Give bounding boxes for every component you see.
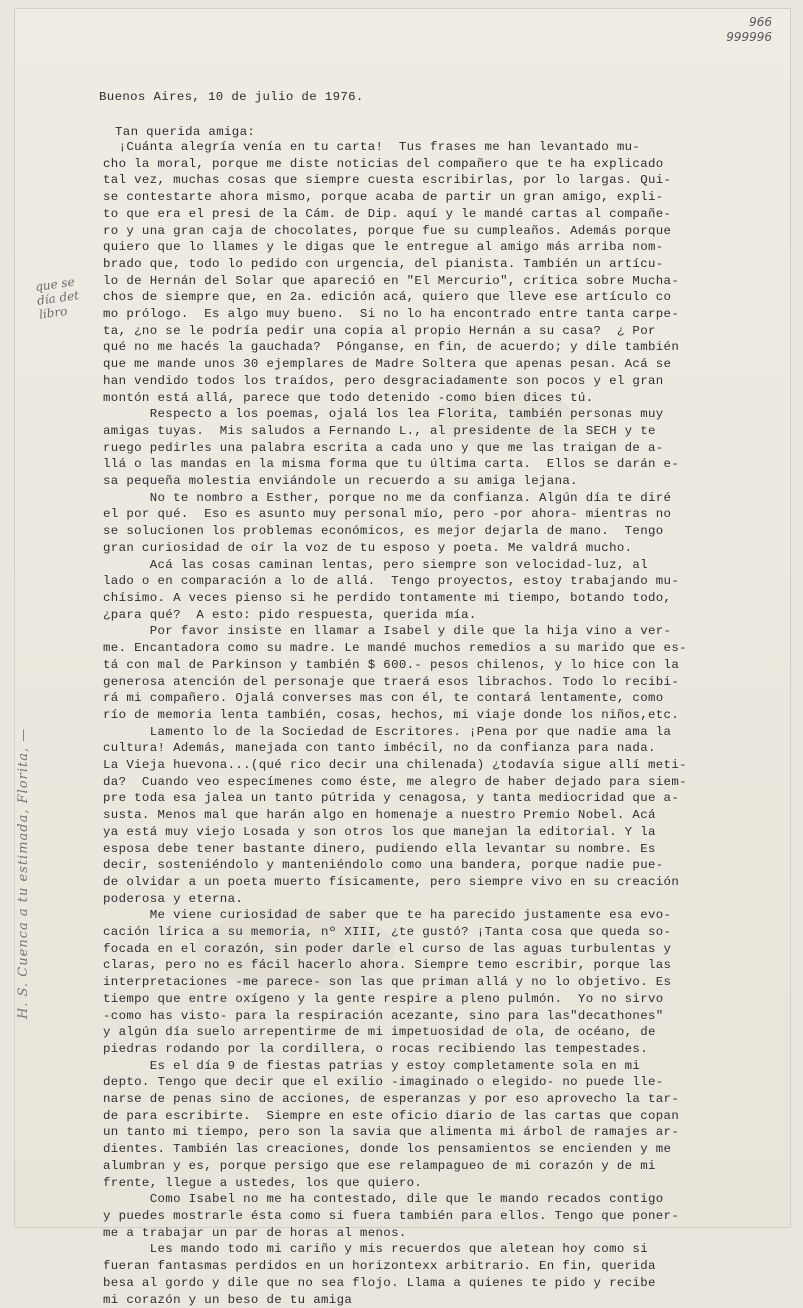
letter-line: ruego pedirles una palabra escrita a cada uno y que me las traigan de a-	[103, 440, 664, 455]
salutation: Tan querida amiga:	[115, 125, 256, 139]
letter-line: y algún día suelo arrepentirme de mi impetuosidad de ola, de océano, de	[103, 1025, 656, 1040]
archive-number: 966 999996	[726, 15, 772, 44]
letter-line: y puedes mostrarle ésta como si fuera también para ellos. Tengo que poner-	[103, 1209, 680, 1223]
letter-line: chos de siempre que, en 2a. edición acá, quiero que lleve ese artículo co	[103, 290, 672, 305]
letter-line: que me mande unos 30 ejemplares de Madre Soltera que apenas pesan. Acá se	[103, 357, 672, 372]
letter-line: llá o las mandas en la misma forma que tu última carta. Ellos se darán e-	[103, 457, 680, 472]
letter-line: ¿para qué? A esto: pido respuesta, querida mía.	[103, 607, 477, 622]
letter-line: besa al gordo y dile que no sea flojo. Llama a quienes te pido y recibe	[103, 1275, 656, 1290]
letter-line: ya está muy viejo Losada y son otros los que manejan la editorial. Y la	[103, 824, 656, 839]
letter-line: río de memoria lenta también, cosas, hechos, mi viaje donde los niños,etc.	[103, 707, 680, 722]
letter-line: tal vez, muchas cosas que siempre cuesta escribirlas, por lo largas. Qui-	[103, 173, 672, 188]
letter-line: cación lírica a su memoria, nº XIII, ¿te gustó? ¡Tanta cosa que queda so-	[103, 925, 672, 940]
letter-line: interpretaciones -me parece- son las que priman allá y no lo objetivo. Es	[103, 975, 672, 990]
letter-line: quiero que lo llames y le digas que le entregue al amigo más arriba nom-	[103, 240, 664, 255]
letter-line: qué no me hacés la gauchada? Pónganse, en fin, de acuerdo; y dile también	[103, 340, 680, 355]
letter-line: brado que, todo lo pedido con urgencia, del pianista. También un artícu-	[103, 256, 664, 271]
letter-line: piedras rodando por la cordillera, o rocas recibiendo las tempestades.	[103, 1041, 648, 1056]
letter-line: un tanto mi tiempo, pero son la savia que alimenta mi árbol de ramajes ar-	[103, 1125, 680, 1140]
letter-line: de para escribirte. Siempre en este oficio diario de las cartas que copan	[103, 1108, 680, 1123]
letter-line: rá mi compañero. Ojalá converses mas con él, te contará lentamente, como	[103, 691, 664, 706]
letter-line: mo prólogo. Es algo muy bueno. Si no lo ha encontrado entre tanta carpe-	[103, 307, 680, 322]
letter-line: da? Cuando veo especímenes como éste, me alegro de haber dejado para siem-	[103, 774, 687, 789]
letter-line: esposa debe tener bastante dinero, pudiendo ella levantar su nombre. Es	[103, 841, 656, 856]
letter-line: montón está allá, parece que todo detenido -como bien dices tú.	[103, 390, 594, 405]
letter-line: chísimo. A veces pienso si he perdido tontamente mi tiempo, botando todo,	[103, 590, 672, 605]
letter-line: focada en el corazón, sin poder darle el curso de las aguas turbulentas y	[103, 941, 672, 956]
letter-line: claras, pero no es fácil hacerlo ahora. Siempre temo escribir, porque las	[103, 958, 672, 973]
letter-line: No te nombro a Esther, porque no me da confianza. Algún día te diré	[103, 490, 672, 505]
letter-line: alumbran y es, porque persigo que ese relampagueo de mi corazón y de mi	[103, 1158, 656, 1173]
letter-line: se contestarte ahora mismo, porque acaba de partir un gran amigo, expli-	[103, 190, 664, 205]
letter-line: de olvidar a un poeta muerto físicamente, pero siempre vivo en su creación	[103, 874, 680, 889]
letter-line: me a trabajar un par de horas al menos.	[103, 1225, 407, 1240]
letter-body	[103, 139, 803, 1308]
letter-line: cho la moral, porque me diste noticias del compañero que te ha explicado	[103, 156, 664, 171]
letter-line: Como Isabel no me ha contestado, dile que le mando recados contigo	[103, 1192, 664, 1207]
letter-line: narse de penas sino de acciones, de esperanzas y por eso aprovecho la tar-	[103, 1092, 680, 1107]
letter-line: Respecto a los poemas, ojalá los lea Florita, también personas muy	[103, 407, 664, 422]
letter-line: ¡Cuánta alegría venía en tu carta! Tus frases me han levantado mu-	[103, 140, 641, 154]
margin-vertical-handwritten-note: H. S. Cuenca a tu estimada, Florita, —	[16, 727, 31, 1019]
letter-line: Me viene curiosidad de saber que te ha parecido justamente esa evo-	[103, 908, 672, 923]
letter-line: amigas tuyas. Mis saludos a Fernando L., al presidente de la SECH y te	[103, 423, 656, 438]
letter-line: el por qué. Eso es asunto muy personal mío, pero -por ahora- mientras no	[103, 507, 672, 522]
letter-line: lado o en comparación a lo de allá. Tengo proyectos, estoy trabajando mu-	[103, 574, 680, 589]
letter-line: Acá las cosas caminan lentas, pero siempre son velocidad-luz, al	[103, 557, 648, 572]
letter-line: Por favor insiste en llamar a Isabel y dile que la hija vino a ver-	[103, 624, 672, 639]
letter-line: cultura! Además, manejada con tanto imbécil, no da confianza para nada.	[103, 741, 656, 756]
letter-line: tá con mal de Parkinson y también $ 600.- pesos chilenos, y lo hice con la	[103, 657, 680, 672]
letter-paper	[14, 8, 791, 1307]
letter-line: decir, sosteniéndolo y manteniéndolo como una bandera, porque nadie pue-	[103, 858, 664, 873]
letter-line: Lamento lo de la Sociedad de Escritores. ¡Pena por que nadie ama la	[103, 724, 672, 739]
letter-line: pre toda esa jalea un tanto pútrida y cenagosa, y tanta mediocridad que a-	[103, 791, 680, 806]
letter-line: Les mando todo mi cariño y mis recuerdos que aletean hoy como si	[103, 1242, 648, 1257]
letter-line: generosa atención del personaje que traerá esos librachos. Todo lo recibi-	[103, 674, 680, 689]
letter-line: me. Encantadora como su madre. Le mandé muchos remedios a su marido que es-	[103, 641, 687, 656]
letter-line: poderosa y eterna.	[103, 891, 244, 906]
letter-line: tiempo que entre oxígeno y la gente respire a pleno pulmón. Yo no sirvo	[103, 991, 664, 1006]
letter-line: dientes. También las creaciones, donde los pensamientos se encienden y me	[103, 1142, 672, 1157]
letter-line: ta, ¿no se le podría pedir una copia al propio Hernán a su casa? ¿ Por	[103, 323, 656, 338]
letter-line: depto. Tengo que decir que el exilio -imaginado o elegido- no puede lle-	[103, 1075, 664, 1090]
letter-line: sa pequeña molestia enviándole un recuerdo a su amiga lejana.	[103, 474, 578, 489]
letter-line: mi corazón y un beso de tu amiga	[103, 1292, 353, 1307]
letter-line: ro y una gran caja de chocolates, porque fue su cumpleaños. Además porque	[103, 223, 672, 238]
letter-line: Es el día 9 de fiestas patrias y estoy completamente sola en mi	[103, 1058, 641, 1073]
letter-line: susta. Menos mal que harán algo en homenaje a nuestro Premio Nobel. Acá	[103, 808, 656, 823]
letter-line: lo de Hernán del Solar que apareció en "El Mercurio", crítica sobre Mucha-	[103, 273, 680, 288]
letter-line: La Vieja huevona...(qué rico decir una chilenada) ¿todavía sigue allí meti-	[103, 758, 687, 773]
letter-line: han vendido todos los traídos, pero desgraciadamente son pocos y el gran	[103, 373, 664, 388]
letter-line: gran curiosidad de oír la voz de tu esposo y poeta. Me valdrá mucho.	[103, 540, 633, 555]
letter-line: fueran fantasmas perdidos en un horizontexx arbitrario. En fin, querida	[103, 1259, 656, 1274]
margin-handwritten-note: que se día det libro	[34, 274, 80, 322]
date-line: Buenos Aires, 10 de julio de 1976.	[99, 90, 364, 104]
letter-line: se solucionen los problemas económicos, es mejor dejarla de mano. Tengo	[103, 524, 664, 539]
letter-line: to que era el presi de la Cám. de Dip. aquí y le mandé cartas al compañe-	[103, 206, 672, 221]
letter-line: frente, llegue a ustedes, los que quiero.	[103, 1175, 423, 1190]
letter-line: -como has visto- para la respiración acezante, sino para las"decathones"	[103, 1008, 664, 1023]
